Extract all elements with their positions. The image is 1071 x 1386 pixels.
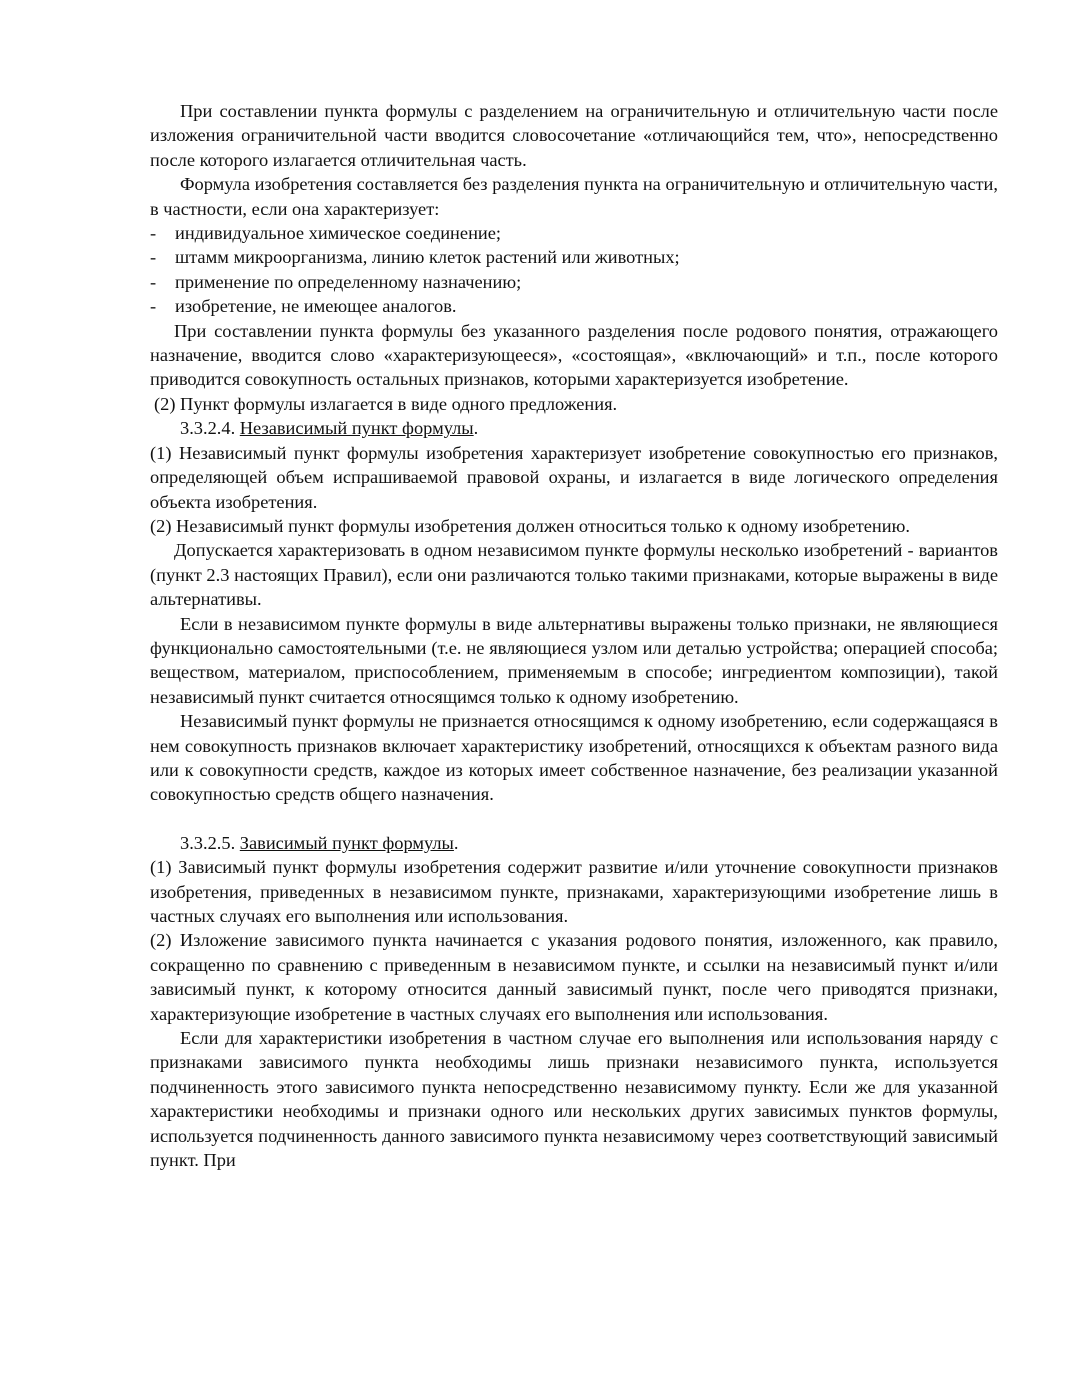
paragraph-dependent-2: (2) Изложение зависимого пункта начинается с указания родового понятия, изложенного, как правило, сокращенно по сравнению с приведенным в независимом пункте, и ссылки на независимый пункт и/или зависимый пункт, к которому относится данный зависимый пункт, после чего приводятся признаки, характеризующие изобретение в частных случаях его выполнения или использования. <box>150 930 998 1024</box>
section-number: 3.3.2.4. <box>180 418 236 439</box>
list-item-text: применение по определенному назначению; <box>175 271 522 292</box>
section-heading-independent <box>150 416 998 440</box>
paragraph-subordination: Если для характеристики изобретения в частном случае его выполнения или использования наряду с признаками зависимого пункта необходимы лишь признаки независимого пункта, используется подчиненность этого зависимого пункта непосредственно независимому пункту. Если же для указанной характеристики необходимы и признаки одного или нескольких других зависимых пунктов формулы, используется подчиненность данного зависимого пункта независимому через соответствующий зависимый пункт. При <box>150 1028 998 1171</box>
paragraph-no-division: Формула изобретения составляется без разделения пункта на ограничительную и отличительную части, в частности, если она характеризует: <box>150 174 998 219</box>
paragraph-restrictive-distinctive: При составлении пункта формулы с разделением на ограничительную и отличительную части после изложения ограничительной части вводится словосочетание «отличающийся тем, что», непосредственно после которого излагается отличительная часть. <box>150 101 998 170</box>
dash-marker: - <box>150 223 157 244</box>
section-title-end: . <box>473 418 479 439</box>
dash-marker: - <box>150 247 157 268</box>
list-item-text: изобретение, не имеющее аналогов. <box>175 296 457 317</box>
paragraph-not-single-invention: Независимый пункт формулы не признается относящимся к одному изобретению, если содержащаяся в нем совокупность признаков включает характеристику изобретений, относящихся к объектам разного вида или к совокупности средств, каждое из которых имеет собственное назначение, без реализации указанной совокупностью средств общего назначения. <box>150 711 998 805</box>
paragraph-without-division: При составлении пункта формулы без указанного разделения после родового понятия, отражающего назначение, вводится слово «характеризующееся», «состоящая», «включающий» и т.п., после которого приводится совокупность остальных признаков, которыми характеризуется изобретение. <box>150 320 998 390</box>
section-title: Независимый пункт формулы <box>239 418 474 439</box>
bullet-list <box>150 221 998 319</box>
paragraph-alternatives: Если в независимом пункте формулы в виде альтернативы выражены только признаки, не являющиеся функционально самостоятельными (т.е. не являющиеся узлом или деталью устройства; операцией способа; веществом, материалом, приспособлением, применяемым в способе; ингредиентом композиции), такой независимый пункт считается относящимся только к одному изобретению. <box>150 613 998 707</box>
list-item-text: штамм микроорганизма, линию клеток растений или животных; <box>175 247 680 268</box>
paragraph-independent-2: (2) Независимый пункт формулы изобретения должен относиться только к одному изобретению. <box>150 515 910 536</box>
paragraph-dependent-1: (1) Зависимый пункт формулы изобретения содержит развитие и/или уточнение совокупности признаков изобретения, приведенных в независимом пункте, признаками, характеризующими изобретение лишь в частных случаях его выполнения или использования. <box>150 857 998 926</box>
paragraph-single-sentence: (2) Пункт формулы излагается в виде одного предложения. <box>154 393 618 414</box>
dash-marker: - <box>150 296 157 317</box>
list-item <box>150 294 998 318</box>
paragraph-variants: Допускается характеризовать в одном независимом пункте формулы несколько изобретений - вариантов (пункт 2.3 настоящих Правил), если они различаются только такими признаками, которые выражены в виде альтернативы. <box>150 540 998 610</box>
blank-line <box>150 807 998 831</box>
section-number: 3.3.2.5. <box>180 832 236 853</box>
paragraph-independent-1: (1) Независимый пункт формулы изобретения характеризует изобретение совокупностью его признаков, определяющей объем испрашиваемой правовой охраны, и излагается в виде логического определения объекта изобретения. <box>150 442 998 512</box>
list-item-text: индивидуальное химическое соединение; <box>175 223 502 244</box>
document-page <box>150 99 998 1172</box>
list-item <box>150 221 998 245</box>
section-title-end: . <box>453 832 459 853</box>
list-item <box>150 270 998 294</box>
dash-marker: - <box>150 271 157 292</box>
list-item <box>150 245 998 269</box>
section-heading-dependent <box>150 831 998 855</box>
section-title: Зависимый пункт формулы <box>239 832 454 853</box>
